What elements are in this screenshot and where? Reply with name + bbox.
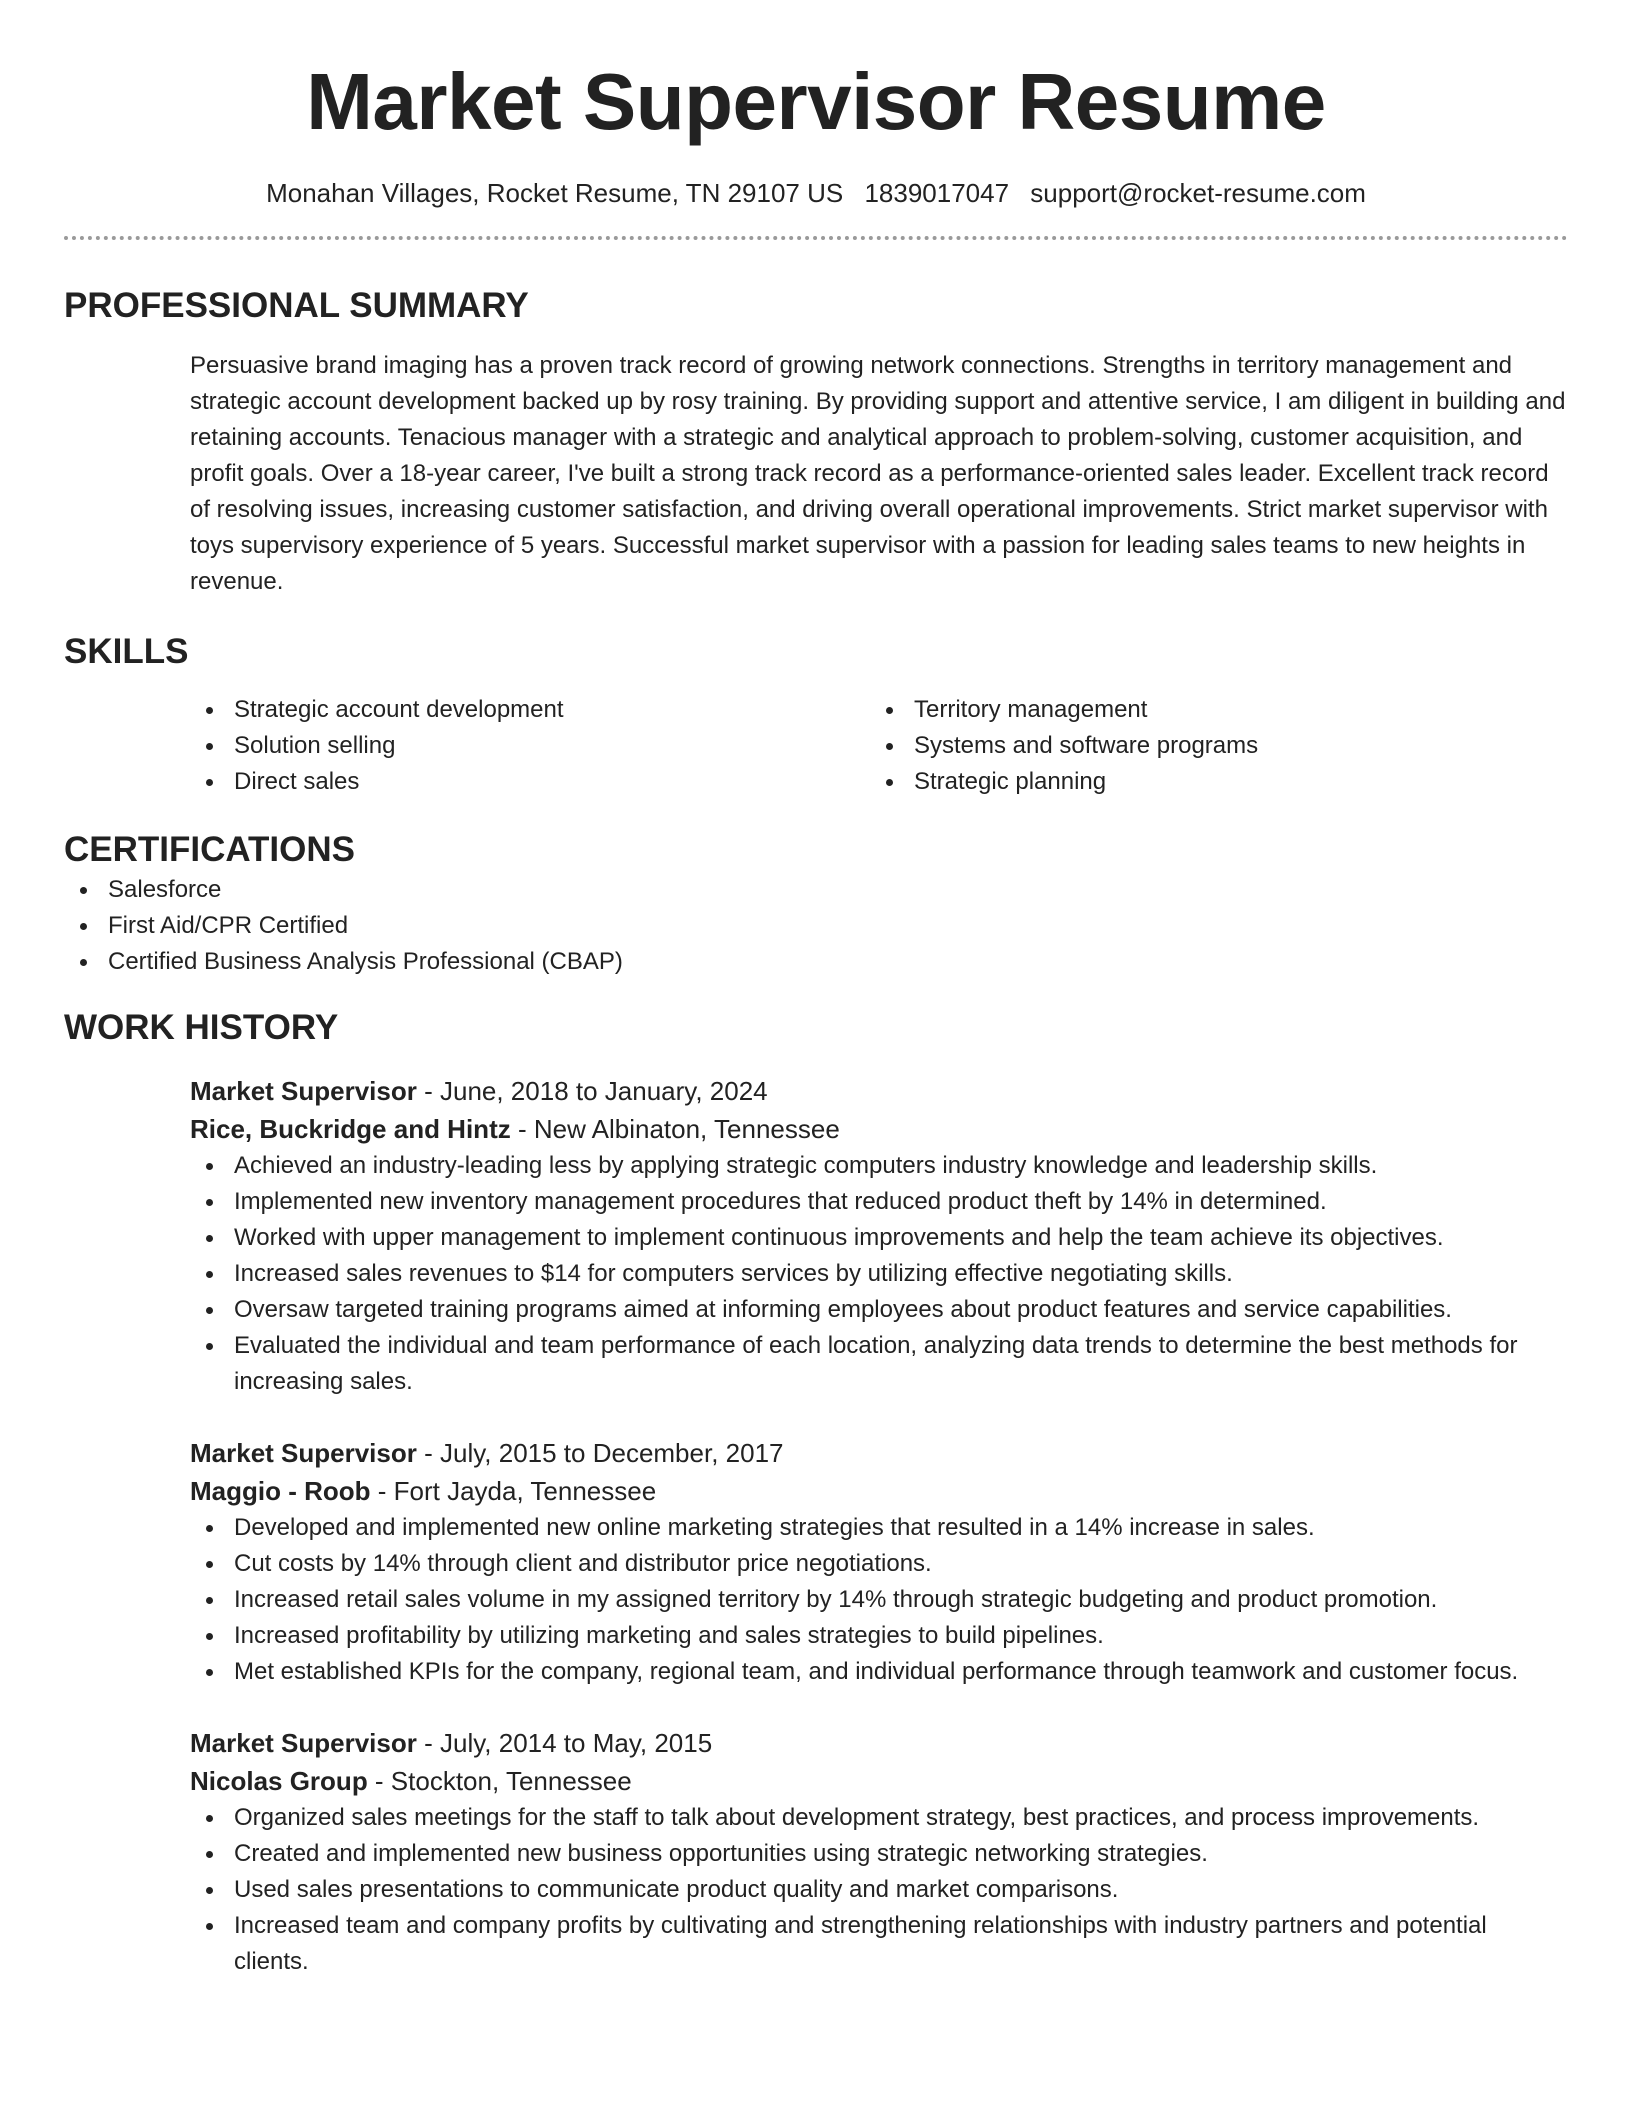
resume-header: [64, 0, 1568, 210]
job-dates: - June, 2018 to January, 2024: [416, 1076, 768, 1106]
contact-phone: 1839017047: [864, 178, 1010, 208]
job-bullets: [190, 1800, 1568, 1980]
job-dates: - July, 2015 to December, 2017: [416, 1438, 784, 1468]
certification-item: First Aid/CPR Certified: [64, 908, 1568, 944]
job-bullet: Created and implemented new business opportunities using strategic networking strategies.: [190, 1836, 1568, 1872]
job-bullet: Increased retail sales volume in my assigned territory by 14% through strategic budgeting and product promotion.: [190, 1582, 1568, 1618]
job-dates: - July, 2014 to May, 2015: [416, 1728, 713, 1758]
job-title: Market Supervisor: [190, 1728, 417, 1758]
job-location: - Fort Jayda, Tennessee: [370, 1476, 657, 1506]
resume-page: [64, 0, 1568, 1980]
job-company-line: [190, 1762, 1568, 1800]
job-bullet: Developed and implemented new online marketing strategies that resulted in a 14% increase in sales.: [190, 1510, 1568, 1546]
skills-grid: [190, 692, 1568, 800]
contact-line: [64, 176, 1568, 210]
job-bullet: Worked with upper management to implement continuous improvements and help the team achieve its objectives.: [190, 1220, 1568, 1256]
job-bullets: [190, 1148, 1568, 1400]
header-divider: [64, 236, 1568, 240]
work-history-heading: WORK HISTORY: [64, 1008, 339, 1047]
certifications-heading: CERTIFICATIONS: [64, 830, 356, 869]
certification-item: Salesforce: [64, 872, 1568, 908]
job-company-line: [190, 1472, 1568, 1510]
skills-right-column: [870, 692, 1550, 800]
job-company: Maggio - Roob: [190, 1476, 371, 1506]
certification-item: Certified Business Analysis Professional (CBAP): [64, 944, 1568, 980]
job-bullet: Implemented new inventory management procedures that reduced product theft by 14% in determined.: [190, 1184, 1568, 1220]
resume-title: Market Supervisor Resume: [306, 57, 1326, 146]
skill-item: Strategic account development: [190, 692, 870, 728]
skill-item: Direct sales: [190, 764, 870, 800]
job-location: - Stockton, Tennessee: [367, 1766, 632, 1796]
contact-email: support@rocket-resume.com: [1030, 178, 1366, 208]
job-bullet: Achieved an industry-leading less by applying strategic computers industry knowledge and leadership skills.: [190, 1148, 1568, 1184]
job-bullet: Increased sales revenues to $14 for computers services by utilizing effective negotiating skills.: [190, 1256, 1568, 1292]
job-bullet: Cut costs by 14% through client and distributor price negotiations.: [190, 1546, 1568, 1582]
skills-heading: SKILLS: [64, 632, 189, 671]
job-bullet: Increased team and company profits by cultivating and strengthening relationships with industry partners and potential clients.: [190, 1908, 1568, 1980]
summary-heading: PROFESSIONAL SUMMARY: [64, 286, 529, 325]
summary-text: Persuasive brand imaging has a proven track record of growing network connections. Strengths in territory management and strategic account development backed up by rosy training. By providing support and attentive service, I am diligent in building and retaining accounts. Tenacious manager with a strategic and analytical approach to problem-solving, customer acquisition, and profit goals. Over a 18-year career, I've built a strong track record as a performance-oriented sales leader. Excellent track record of resolving issues, increasing customer satisfaction, and driving overall operational improvements. Strict market supervisor with toys supervisory experience of 5 years. Successful market supervisor with a passion for leading sales teams to new heights in revenue.: [190, 352, 1566, 595]
job-company-line: [190, 1110, 1568, 1148]
job-bullet: Evaluated the individual and team performance of each location, analyzing data trends to determine the best methods for increasing sales.: [190, 1328, 1568, 1400]
skill-item: Strategic planning: [870, 764, 1550, 800]
skill-item: Solution selling: [190, 728, 870, 764]
job-bullet: Met established KPIs for the company, regional team, and individual performance through teamwork and customer focus.: [190, 1654, 1568, 1690]
job-location: - New Albinaton, Tennessee: [510, 1114, 840, 1144]
skills-left-column: [190, 692, 870, 800]
job-company: Rice, Buckridge and Hintz: [190, 1114, 511, 1144]
job-bullet: Increased profitability by utilizing marketing and sales strategies to build pipelines.: [190, 1618, 1568, 1654]
skill-item: Systems and software programs: [870, 728, 1550, 764]
job-title: Market Supervisor: [190, 1438, 417, 1468]
job-bullet: Oversaw targeted training programs aimed at informing employees about product features and service capabilities.: [190, 1292, 1568, 1328]
job-title-line: [190, 1724, 1568, 1762]
certifications-list: [64, 872, 1568, 980]
job-title: Market Supervisor: [190, 1076, 417, 1106]
job-bullet: Organized sales meetings for the staff to talk about development strategy, best practices, and process improvements.: [190, 1800, 1568, 1836]
skill-item: Territory management: [870, 692, 1550, 728]
job-title-line: [190, 1072, 1568, 1110]
job-bullets: [190, 1510, 1568, 1690]
job-company: Nicolas Group: [190, 1766, 368, 1796]
job-bullet: Used sales presentations to communicate product quality and market comparisons.: [190, 1872, 1568, 1908]
job-title-line: [190, 1434, 1568, 1472]
job-entry: [190, 1072, 1568, 1400]
contact-address: Monahan Villages, Rocket Resume, TN 29107 US: [266, 178, 844, 208]
job-entry: [190, 1724, 1568, 1980]
job-entry: [190, 1434, 1568, 1690]
